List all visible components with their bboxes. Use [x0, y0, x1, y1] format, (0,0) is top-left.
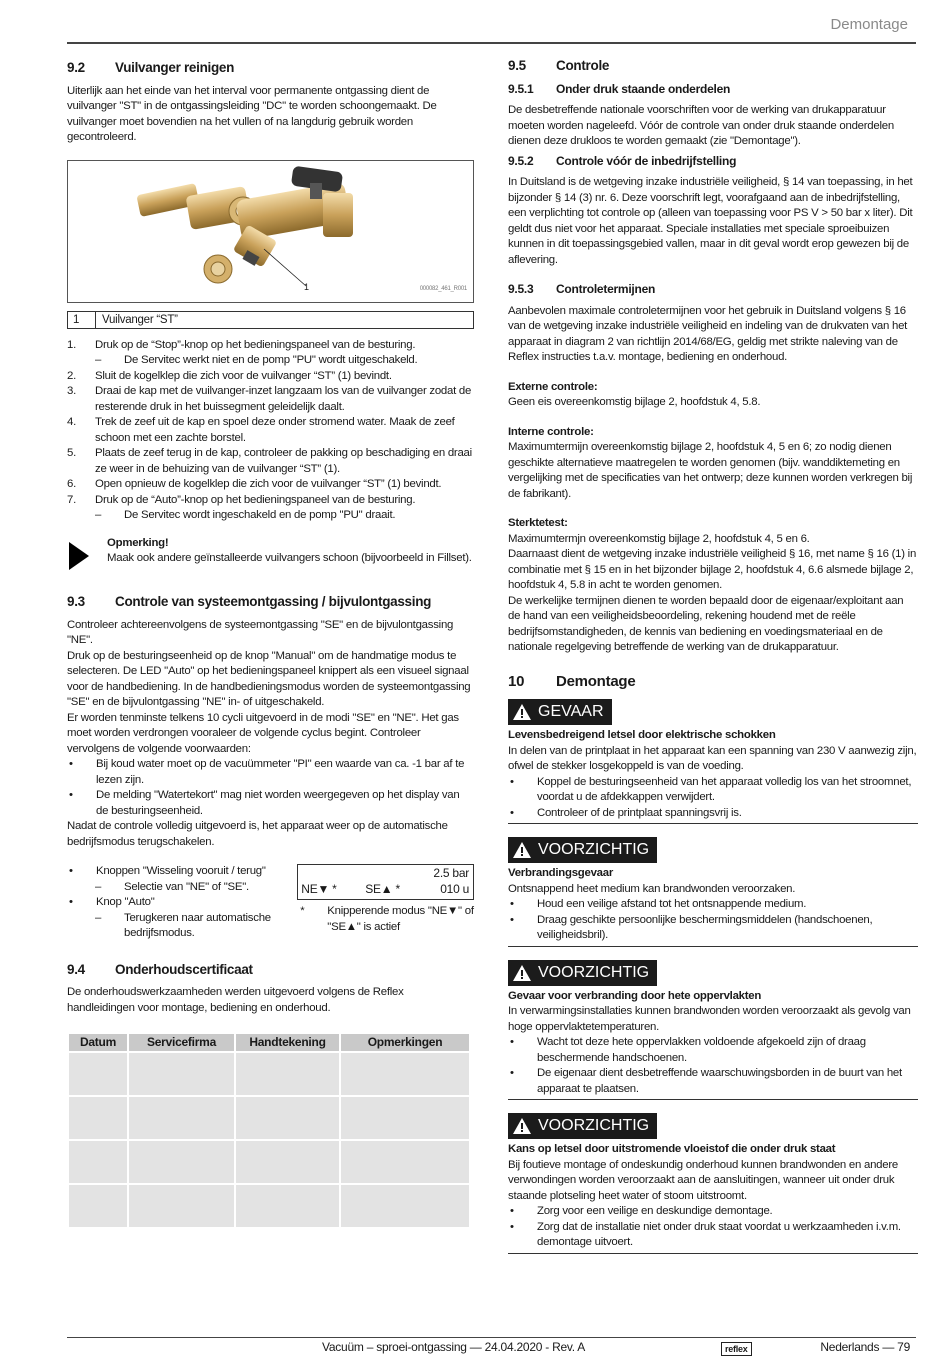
warning-text: In verwarmingsinstallaties kunnen brandwonden worden veroorzaakt als gevolg van hoge oppervlaktetemperaturen.	[508, 1005, 911, 1033]
paragraph: Daarnaast dient de wetgeving inzake industriële veiligheid § 16, met name § 16 (1) in combinatie met § 15 en in het bijzonder bijlage 2, hoofdstuk 4, 6.6 alsmede bijlage 2, hoofdstuk 4, 5.8 in acht te worden genomen.	[508, 548, 917, 591]
list-item: • Knop "Auto"	[69, 896, 155, 908]
list-item: • Draag geschikte persoonlijke beschermingsmiddelen (handschoenen, veiligheidsbril).	[510, 913, 873, 941]
lcd-se-mode: SE▲ *	[365, 882, 400, 896]
section-9-3-heading: 9.3 Controle van systeemontgassing / bijvulontgassing	[67, 594, 432, 609]
step-7-result: – De Servitec wordt ingeschakeld en de pomp "PU" draait.	[95, 509, 396, 521]
table-cell[interactable]	[235, 1140, 340, 1184]
right-column	[508, 58, 918, 1254]
paragraph: Aanbevolen maximale controletermijnen voor het gebruik in Duitsland volgens § 16 van de wetgeving inzake industriële veiligheid en indeling van de drukvaten van het apparaat in diagram 2 van richtlijn 2014/68/EG, geldig met strikte naleving van de Reflex instructies t.a.v. montage, bediening en onderhoud.	[508, 304, 908, 363]
table-cell[interactable]	[128, 1140, 235, 1184]
warning-text: In delen van de printplaat in het apparaat kan een spanning van 230 V aanwezig zijn, ofwel de stekker losgekoppeld is van de voeding.	[508, 744, 917, 772]
table-cell[interactable]	[340, 1140, 470, 1184]
note-text: Maak ook andere geïnstalleerde vuilvangers schoon (bijvoorbeeld in Fillset).	[107, 552, 472, 564]
external-inspection	[508, 380, 918, 411]
section-9-2-intro: Uiterlijk aan het einde van het interval voor permanente ontgassing dient de vuilvanger "ST" in de ontgassingsleiding "DC" te worden schoongemaakt. De vuilvanger moet bovendien na het vullen of na langdurig gebruik worden gecontroleerd.	[67, 84, 437, 143]
list-item: 7. Druk op de “Auto”-knop op het bedieningspaneel van de besturing.	[67, 493, 416, 506]
list-item: • Zorg dat de installatie niet onder druk staat voordat u werkzaamheden i.v.m. demontage uitvoert.	[510, 1220, 901, 1248]
column-header: Opmerkingen	[340, 1033, 470, 1052]
header-rule	[67, 42, 916, 44]
paragraph: Er worden tenminste telkens 10 cycli uitgevoerd in de modi "SE" en "NE". Het gas moet worden verdrongen vooraleer de volgende cyclus begint. Controleer vervolgens de volgende voorwaarden:	[67, 711, 459, 755]
warning-title: Levensbedreigend letsel door elektrische schokken	[508, 729, 776, 741]
section-9-5-3-heading: 9.5.3 Controletermijnen	[508, 282, 656, 296]
dirt-trap-illustration	[68, 161, 473, 302]
warning-title: Verbrandingsgevaar	[508, 867, 614, 879]
paragraph: Geen eis overeenkomstig bijlage 2, hoofdstuk 4, 5.8.	[508, 396, 761, 408]
table-row	[68, 1140, 470, 1184]
paragraph: Controleer achtereenvolgens de systeemontgassing "SE" en de bijvulontgassing "NE".	[67, 618, 454, 646]
list-item: 1. Druk op de “Stop”-knop op het bedieningspaneel van de besturing.	[67, 338, 416, 351]
subheading: Externe controle:	[508, 380, 598, 393]
warning-danger	[508, 699, 918, 824]
paragraph: Druk op de besturingseenheid op de knop "Manual" om de handmatige modus te selecteren. De LED "Auto" op het bedieningspaneel knippert als een visueel signaal voor de handbediening. In de handbedieningsmodus worden de systeemontgassing "SE" en de bijvulontgassing "NE" in- of uitgeschakeld.	[67, 649, 471, 708]
caution-label: VOORZICHTIG	[508, 1113, 657, 1139]
list-item: 2. Sluit de kogelklep die zich voor de vuilvanger “ST” (1) bevindt.	[67, 369, 392, 382]
warning-triangle-icon	[512, 841, 532, 859]
list-subitem: – Terugkeren naar automatische bedrijfsmodus.	[95, 911, 271, 939]
list-item: • Knoppen "Wisseling vooruit / terug"	[69, 865, 266, 877]
section-9-5-1-heading: 9.5.1 Onder druk staande onderdelen	[508, 81, 731, 96]
list-item: 3. Draai de kap met de vuilvanger-inzet langzaam los van de vuilvanger zodat de resterende druk in het buissegment geleidelijk daalt.	[67, 385, 472, 413]
lcd-ne-mode: NE▼ *	[301, 882, 337, 896]
table-cell[interactable]	[68, 1096, 128, 1140]
section-9-5-2-heading: 9.5.2 Controle vóór de inbedrijfstelling	[508, 153, 737, 168]
warning-caution-pressure	[508, 1113, 918, 1254]
list-item: • Controleer of de printplaat spanningsvrij is.	[510, 806, 742, 819]
list-item: • Zorg voor een veilige en deskundige demontage.	[510, 1205, 773, 1217]
controls-and-display	[67, 864, 474, 942]
table-cell[interactable]	[68, 1052, 128, 1096]
list-item: • Bij koud water moet op de vacuümmeter "PI" een waarde van ca. -1 bar af te lezen zijn.	[69, 758, 465, 786]
warning-text: Bij foutieve montage of ondeskundig onderhoud kunnen brandwonden en andere verwondingen worden veroorzaakt aan de aansluitingen, wanneer uit onder druk staande plotseling heet water of stoom uitstroomt.	[508, 1158, 898, 1202]
step-1-result: – De Servitec werkt niet en de pomp "PU" wordt uitgeschakeld.	[95, 354, 418, 366]
display-panel	[297, 864, 474, 942]
table-cell[interactable]	[235, 1096, 340, 1140]
section-9-3	[67, 594, 474, 942]
paragraph: Nadat de controle volledig uitgevoerd is, het apparaat weer op de automatische bedrijfsmodus terugschakelen.	[67, 820, 448, 848]
table-cell[interactable]	[128, 1052, 235, 1096]
lcd-counter: 010 u	[440, 882, 469, 896]
legend-text: Vuilvanger “ST”	[102, 313, 178, 326]
warning-triangle-icon	[512, 1117, 532, 1135]
table-header-row	[68, 1033, 470, 1052]
left-column	[67, 60, 474, 1229]
table-cell[interactable]	[340, 1096, 470, 1140]
lcd-footnote: * Knipperende modus "NE▼" of "SE▲" is actief	[300, 905, 474, 933]
control-keys	[67, 864, 297, 942]
lcd-display	[297, 864, 474, 900]
paragraph: De onderhoudswerkzaamheden werden uitgevoerd volgens de Reflex handleidingen voor montage, bediening en onderhoud.	[67, 986, 404, 1014]
table-cell[interactable]	[68, 1184, 128, 1228]
maintenance-certificate-table	[67, 1032, 471, 1229]
list-item: 4. Trek de zeef uit de kap en spoel deze onder stromend water. Maak de zeef schoon met een zachte borstel.	[67, 416, 455, 444]
lcd-pressure: 2.5 bar	[433, 866, 469, 880]
subheading: Sterktetest:	[508, 517, 568, 529]
table-cell[interactable]	[128, 1096, 235, 1140]
danger-label: GEVAAR	[508, 699, 612, 725]
warning-title: Gevaar voor verbranding door hete oppervlakten	[508, 989, 762, 1002]
arrow-right-icon	[67, 536, 107, 577]
column-header: Servicefirma	[128, 1033, 235, 1052]
table-cell[interactable]	[235, 1052, 340, 1096]
paragraph: In Duitsland is de wetgeving inzake industriële veiligheid, § 14 van toepassing, in het bijzonder § 14 (3) nr. 6. Deze voorschrift legt, voorafgaand aan de inbedrijfstelling, een verplichting tot controle op (alleen van toepassing voor PS V > 50 bar x liter). Dit geldt dus niet voor het apparaat. Speciale installaties met speciale sproeibuizen kunnen in dit toepassingsgebied vallen, maar in dit geval wordt erop gewezen bij de aflevering.	[508, 176, 913, 266]
list-subitem: – Selectie van "NE" of "SE".	[95, 880, 249, 893]
reflex-logo: reflex	[721, 1342, 752, 1356]
list-item: 6. Open opnieuw de kogelklep die zich voor de vuilvanger “ST” (1) bevindt.	[67, 478, 442, 490]
caution-label: VOORZICHTIG	[508, 837, 657, 863]
caution-label: VOORZICHTIG	[508, 960, 657, 986]
section-9-2-heading: 9.2 Vuilvanger reinigen	[67, 60, 235, 75]
note-title: Opmerking!	[107, 536, 169, 549]
warning-title: Kans op letsel door uitstromende vloeistof die onder druk staat	[508, 1143, 836, 1155]
list-item: 5. Plaats de zeef terug in de kap, controleer de pakking op beschadiging en draai ze weer in de behuizing van de vuilvanger “ST” (1).	[67, 447, 472, 475]
table-cell[interactable]	[235, 1184, 340, 1228]
list-item: • Houd een veilige afstand tot het ontsnappende medium.	[510, 898, 807, 910]
list-item: • Wacht tot deze hete oppervlakken voldoende afgekoeld zijn of draag beschermende handschoenen.	[510, 1036, 866, 1064]
table-row	[68, 1184, 470, 1228]
table-cell[interactable]	[68, 1140, 128, 1184]
list-item: • De melding "Watertekort" mag niet worden weergegeven op het display van de besturingseenheid.	[69, 789, 460, 817]
table-cell[interactable]	[340, 1052, 470, 1096]
list-item: • De eigenaar dient desbetreffende waarschuwingsborden in de buurt van het apparaat te plaatsen.	[510, 1067, 902, 1095]
paragraph: De werkelijke termijnen dienen te worden bepaald door de eigenaar/exploitant aan de hand van een veiligheidsbeoordeling, rekening houdend met de reële bedrijfsomstandigheden, de kennis van bediening en voedingsmateriaal en de nationale regelgeving betreffende de werking van de drukapparatuur.	[508, 594, 904, 653]
section-9-4	[67, 962, 474, 1230]
warning-caution-hot-surface	[508, 960, 918, 1101]
legend-number: 1	[68, 312, 96, 328]
warning-text: Ontsnappend heet medium kan brandwonden veroorzaken.	[508, 882, 796, 895]
section-10-heading: 10 Demontage	[508, 672, 636, 690]
paragraph: Maximumtermjn overeenkomstig bijlage 2, hoofdstuk 4, 5 en 6.	[508, 532, 810, 545]
subheading: Interne controle:	[508, 425, 594, 438]
figure-callout-number: 1	[304, 282, 309, 292]
dirt-trap-figure	[67, 160, 474, 303]
section-9-5-heading: 9.5 Controle	[508, 58, 610, 73]
strength-test	[508, 516, 918, 656]
footer-rule	[67, 1337, 916, 1338]
warning-triangle-icon	[512, 964, 532, 982]
cleaning-steps	[67, 338, 474, 524]
figure-legend	[67, 311, 474, 329]
column-header: Datum	[68, 1033, 128, 1052]
warning-caution-burn	[508, 837, 918, 947]
note-box	[67, 536, 474, 577]
paragraph: Maximumtermijn overeenkomstig bijlage 2, hoofdstuk 4, 5 en 6; zo nodig dienen geschikte alternatieve maatregelen te worden genomen (bijv. wanddiktemeting en vergelijking met de specificaties van het ontwerp; deze kunnen worden verkregen bij de fabrikant).	[508, 441, 913, 500]
table-cell[interactable]	[340, 1184, 470, 1228]
footer-page-number: Nederlands — 79	[820, 1340, 910, 1354]
column-header: Handtekening	[235, 1033, 340, 1052]
table-row	[68, 1052, 470, 1096]
footer-document-info: Vacuüm – sproei-ontgassing — 24.04.2020 - Rev. A	[322, 1340, 586, 1354]
paragraph: De desbetreffende nationale voorschriften voor de werking van drukapparatuur moeten worden nageleefd. Vóór de controle van onder druk staande onderdelen dienen deze drukloos te worden gemaakt (zie "Demontage").	[508, 104, 894, 147]
internal-inspection	[508, 425, 918, 503]
table-row	[68, 1096, 470, 1140]
figure-code: 000082_461_R001	[419, 286, 467, 292]
table-cell[interactable]	[128, 1184, 235, 1228]
list-item: • Koppel de besturingseenheid van het apparaat volledig los van het stroomnet, voordat u de afdekkappen verwijdert.	[510, 775, 912, 803]
warning-triangle-icon	[512, 703, 532, 721]
running-header-title: Demontage	[830, 16, 908, 33]
section-9-4-heading: 9.4 Onderhoudscertificaat	[67, 961, 253, 977]
